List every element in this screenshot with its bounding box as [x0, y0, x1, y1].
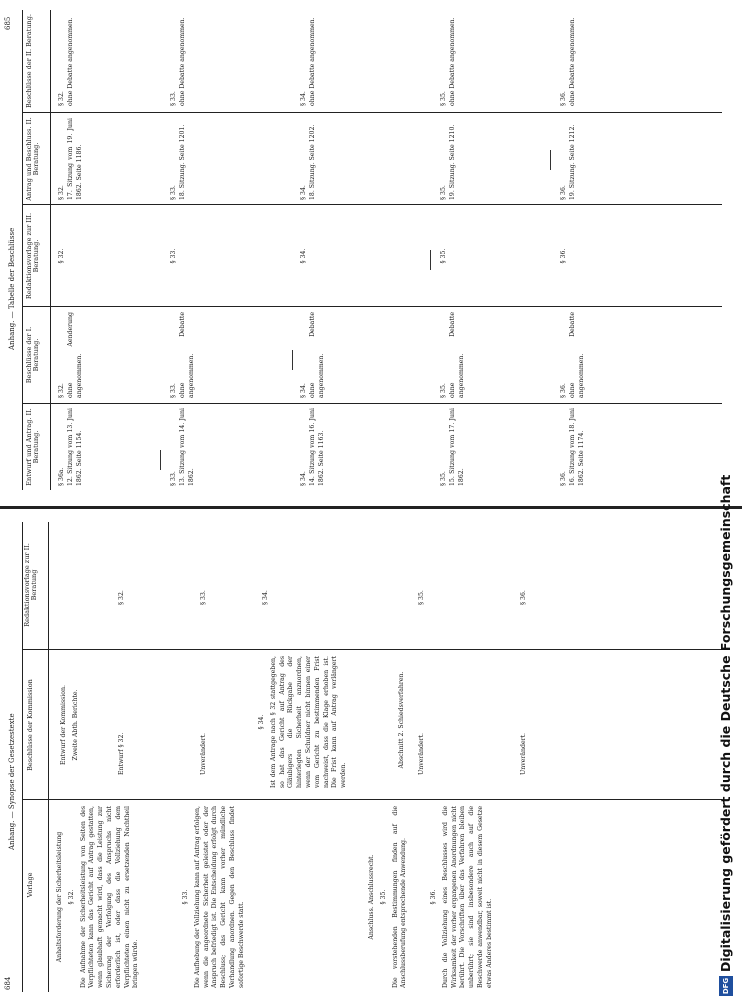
section-ref2: § 33.	[200, 590, 207, 605]
col-divider	[22, 799, 722, 800]
col-header-5: Beschlüsse der II. Beratung.	[25, 14, 33, 108]
table-cell: § 32. ohne Debatte angenommen.	[58, 17, 74, 106]
mid-heading: Abschnitt 2. Schiedsverfahren.	[398, 671, 405, 769]
section-text: Ist dem Antrage nach § 32 stattgegeben, so hat das Gericht auf Antrag des Gläubigers die Rückgabe der hinterlegten Sicherheit anzuordnen, wenn der Schuldner nicht binnen einer vom Gericht zu bestimmenden Frist nachweist, dass die Klage erhoben ist. Die Frist kann auf Antrag verlängert werden.	[269, 656, 348, 788]
separator	[430, 250, 431, 270]
table-cell: § 33. 13. Sitzung vom 14. Juni 1862.	[170, 408, 195, 486]
section-1	[56, 806, 144, 988]
table-cell: § 33. 18. Sitzung. Seite 1201.	[170, 124, 186, 200]
col-divider	[22, 649, 722, 650]
separator	[292, 350, 293, 370]
left-running-head: Anhang. — Synopse der Gesetzestexte	[8, 713, 16, 850]
table-cell: § 36.	[560, 248, 567, 264]
table-cell: § 32.	[58, 248, 65, 264]
table-cell: § 34.	[300, 248, 307, 264]
section-ref: Unverändert.	[418, 732, 425, 775]
separator	[550, 150, 551, 170]
section-para: § 35.	[379, 889, 387, 905]
rule	[50, 10, 51, 490]
col-header-kommission: Beschlüsse der Kommission	[26, 679, 34, 771]
section-2	[182, 806, 250, 988]
digitization-credit: Digitalisierung gefördert durch die Deutsche Forschungsgemeinschaft	[718, 474, 733, 972]
table-cell: § 36. 16. Sitzung vom 18. Juni 1862. Seite 1174.	[560, 408, 585, 486]
col-divider	[22, 112, 722, 113]
table-cell: § 35. 19. Sitzung. Seite 1210.	[440, 124, 456, 200]
section-para: § 36.	[430, 889, 437, 905]
col-divider	[22, 204, 722, 205]
table-cell: § 36. ohne Debatte angenommen.	[560, 312, 585, 398]
section-text: Durch die Vollziehung eines Beschlusses wird die Wirksamkeit der vorher ergangenen Anordnungen nicht berührt. Die Vorschriften über das Verfahren bleiben unberührt; sie sind insbesondere auch auf die Beschwerde anwendbar, soweit nicht in diesem Gesetze etwas Anderes bestimmt ist.	[441, 806, 493, 988]
table-cell: § 32. ohne Aenderung angenommen.	[58, 312, 83, 398]
table-cell: § 35.	[440, 248, 447, 264]
section-ref: Entwurf § 32.	[118, 732, 125, 775]
section-5	[430, 806, 498, 988]
section-title: Anhaltsforderung der Sicherheitsleistung	[56, 831, 63, 963]
section-para: § 34.	[258, 714, 265, 730]
section-para: § 33.	[182, 889, 189, 905]
separator	[160, 450, 161, 470]
right-running-head: Anhang. — Tabelle der Beschlüsse	[8, 227, 16, 350]
section-ref2: § 32.	[118, 590, 125, 605]
table-cell: § 36. ohne Debatte angenommen.	[560, 17, 576, 106]
section-para: § 32.	[67, 889, 75, 905]
table-cell: § 36. 19. Sitzung. Seite 1212.	[560, 124, 576, 200]
table-cell: § 35. ohne Debatte angenommen.	[440, 17, 456, 106]
col-header-redaktion: Redaktionsvorlage zur II. Beratung	[23, 543, 39, 627]
col-header-vorlage: Vorlage	[26, 872, 34, 898]
side-heading: Zweite Abth. Berichte.	[72, 689, 79, 761]
section-text: Die Aufnahme der Sicherheitsleistung von Seiten des Verpflichteten kann das Gericht auf Antrag gestatten, wenn glaubhaft gemacht wird, dass die Leistung zur Sicherung der Verfolgung des Anspruchs nicht erforderlich ist, oder dass die Vollziehung dem Verpflichteten einen nicht zu ersetzenden Nachtheil bringen würde.	[79, 806, 140, 988]
table-cell: § 34. 14. Sitzung vom 16. Juni 1862. Seite 1163.	[300, 408, 325, 486]
table-cell: § 36a. 12. Sitzung vom 13. Juni 1862. Seite 1154.	[58, 408, 83, 486]
section-4	[368, 806, 412, 988]
table-cell: § 34. ohne Debatte angenommen.	[300, 312, 325, 398]
col-header-3: Redaktionsvorlage zur III. Beratung.	[25, 212, 41, 300]
section-ref2: § 36.	[520, 590, 527, 605]
col-divider	[22, 306, 722, 307]
table-cell: § 33. ohne Debatte angenommen.	[170, 17, 186, 106]
table-cell: § 32. 17. Sitzung vom 19. Juni 1862. Seite 1186.	[58, 118, 83, 200]
table-cell: § 34. ohne Debatte angenommen.	[300, 17, 316, 106]
section-text: Die vorstehenden Bestimmungen finden auf die Anschlussberufung entsprechende Anwendung.	[391, 806, 408, 988]
left-page	[0, 510, 742, 1000]
sub-heading: Entwurf der Kommission.	[60, 685, 67, 765]
col-divider	[22, 403, 722, 404]
right-page-number: 685	[4, 16, 12, 30]
section-ref2: § 35.	[418, 590, 425, 605]
table-cell: § 35. ohne Debatte angenommen.	[440, 312, 465, 398]
rule	[48, 522, 49, 992]
table-cell: § 33.	[170, 248, 177, 264]
section-ref: Unverändert.	[200, 732, 207, 775]
col-header-4: Antrag und Beschluss. II. Beratung.	[25, 117, 41, 201]
col-header-2: Beschlüsse der I. Beratung.	[25, 326, 41, 384]
page-gutter	[0, 506, 742, 509]
table-cell: § 33. ohne Debatte angenommen.	[170, 312, 195, 398]
section-title: Anschluss. Anschlussrecht.	[368, 854, 375, 940]
table-cell: § 35. 15. Sitzung vom 17. Juni 1862.	[440, 408, 465, 486]
table-cell: § 34. 18. Sitzung. Seite 1202.	[300, 124, 316, 200]
left-page-number: 684	[4, 976, 12, 990]
section-text: Die Aufhebung der Vollziehung kann auf Antrag erfolgen, wenn die angeordnete Sicherheit geleistet oder der Anspruch befriedigt ist. Die Entscheidung erfolgt durch Beschluss; das Gericht kann vorher mündliche Verhandlung anordnen. Gegen den Beschluss findet sofortige Beschwerde statt.	[193, 806, 245, 988]
dfg-logo: DFG	[719, 976, 733, 996]
section-3	[258, 656, 352, 788]
section-ref: Unverändert.	[520, 732, 527, 775]
section-ref2: § 34.	[262, 590, 269, 605]
rule	[22, 10, 23, 490]
col-header-1: Entwurf und Antrag. II. Beratung.	[25, 408, 41, 486]
